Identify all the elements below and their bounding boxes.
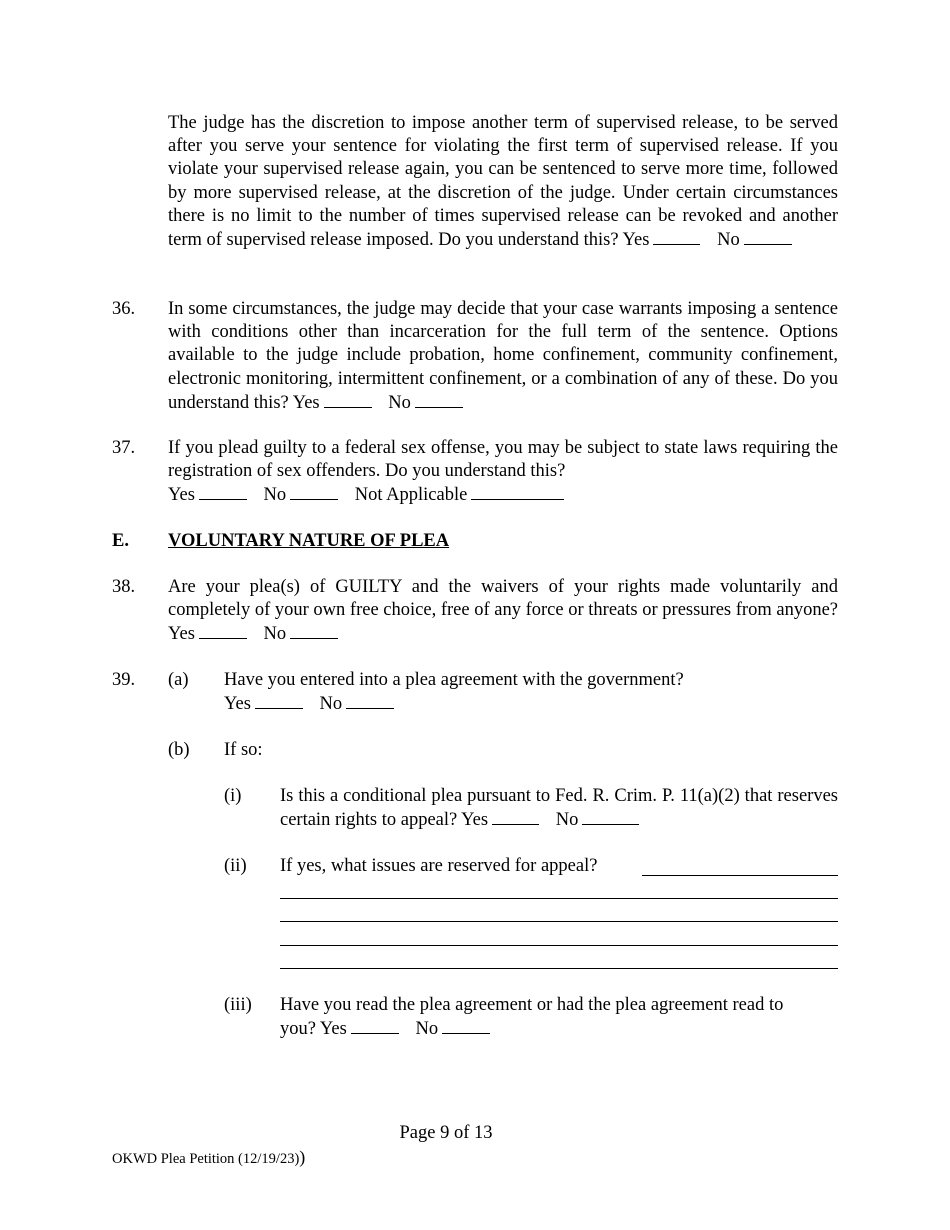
no-blank[interactable] (290, 483, 338, 500)
item-number: 36. (112, 299, 136, 319)
question-39biii-text: Have you read the plea agreement or had the plea agreement read to you? (280, 995, 784, 1040)
yes-blank[interactable] (255, 692, 303, 709)
yes-label: Yes (168, 485, 195, 505)
yes-blank[interactable] (199, 622, 247, 639)
form-identifier: OKWD Plea Petition (12/19/23)) (112, 1147, 306, 1167)
question-37-answers (168, 483, 564, 507)
question-37 (168, 437, 838, 483)
subsubitem-label: (i) (224, 786, 242, 806)
no-label: No (388, 392, 411, 413)
page-number: Page 9 of 13 (399, 1123, 493, 1143)
appeal-issues-line[interactable] (642, 875, 838, 876)
no-label: No (263, 485, 287, 505)
not-applicable-blank[interactable] (471, 483, 564, 500)
question-38-text: Are your plea(s) of GUILTY and the waivers of your rights made voluntarily and completely of your own free choice, free of any force or threats or pressures from anyone? (168, 577, 838, 621)
yes-label: Yes (319, 1019, 347, 1040)
question-36-text: In some circumstances, the judge may decide that your case warrants imposing a sentence with conditions other than incarceration for the full term of the sentence. Options available to the judge include probation, home confinement, community confinement, electronic monitoring, intermittent confinement, or a combination of any of these. Do you understand this? (168, 299, 838, 413)
yes-label: Yes (461, 810, 489, 831)
yes-blank[interactable] (324, 391, 372, 408)
question-38 (168, 576, 838, 647)
yes-blank[interactable] (653, 228, 700, 245)
supervised-release-text: The judge has the discretion to impose another term of supervised release, to be served after you serve your sentence for violating the first term of supervised release. If you violate your supervised release again, you can be sentenced to serve more time, followed by more supervised release, at the discretion of the judge. Under certain circumstances there is no limit to the number of times supervised release can be revoked and another term of supervised release imposed. Do you understand this? (168, 113, 838, 251)
question-39bi-text: Is this a conditional plea pursuant to Fed. R. Crim. P. 11(a)(2) that reserves certain rights to appeal? (280, 786, 838, 831)
appeal-issues-line[interactable] (280, 968, 838, 969)
question-39a-text: Have you entered into a plea agreement with the government? (224, 670, 684, 690)
subsubitem-label: (ii) (224, 856, 247, 876)
no-blank[interactable] (744, 228, 792, 245)
no-label: No (319, 694, 343, 715)
subsubitem-label: (iii) (224, 995, 252, 1015)
question-39a (224, 669, 838, 716)
appeal-issues-line[interactable] (280, 945, 838, 946)
subitem-label: (a) (168, 670, 189, 690)
question-39biii (280, 994, 800, 1041)
yes-label: Yes (224, 694, 251, 715)
yes-label: Yes (168, 624, 195, 645)
section-letter: E. (112, 531, 129, 551)
question-37-text: If you plead guilty to a federal sex offense, you may be subject to state laws requiring the registration of sex offenders. Do you understand this? (168, 438, 838, 482)
no-blank[interactable] (346, 692, 394, 709)
question-36 (168, 298, 838, 415)
appeal-issues-line[interactable] (280, 921, 838, 922)
supervised-release-paragraph (168, 112, 838, 252)
question-39bii-text: If yes, what issues are reserved for appeal? (280, 856, 598, 876)
item-number: 38. (112, 577, 136, 597)
appeal-issues-line[interactable] (280, 898, 838, 899)
no-label: No (415, 1019, 439, 1040)
no-label: No (555, 810, 579, 831)
question-39a-answers (224, 692, 838, 716)
section-title: VOLUNTARY NATURE OF PLEA (168, 531, 450, 551)
yes-blank[interactable] (351, 1017, 399, 1034)
yes-label: Yes (292, 392, 320, 413)
no-blank[interactable] (415, 391, 463, 408)
no-label: No (717, 230, 740, 251)
item-number: 37. (112, 438, 136, 458)
not-applicable-label: Not Applicable (354, 485, 468, 505)
no-label: No (263, 624, 287, 645)
form-identifier-text: OKWD Plea Petition (12/19/23) (112, 1151, 300, 1167)
no-blank[interactable] (582, 808, 639, 825)
no-blank[interactable] (442, 1017, 490, 1034)
question-39bi (280, 785, 838, 832)
yes-label: Yes (622, 230, 650, 251)
item-number: 39. (112, 670, 136, 690)
yes-blank[interactable] (199, 483, 247, 500)
yes-blank[interactable] (492, 808, 539, 825)
subitem-label: (b) (168, 740, 190, 760)
question-39b-text: If so: (224, 740, 263, 760)
no-blank[interactable] (290, 622, 338, 639)
